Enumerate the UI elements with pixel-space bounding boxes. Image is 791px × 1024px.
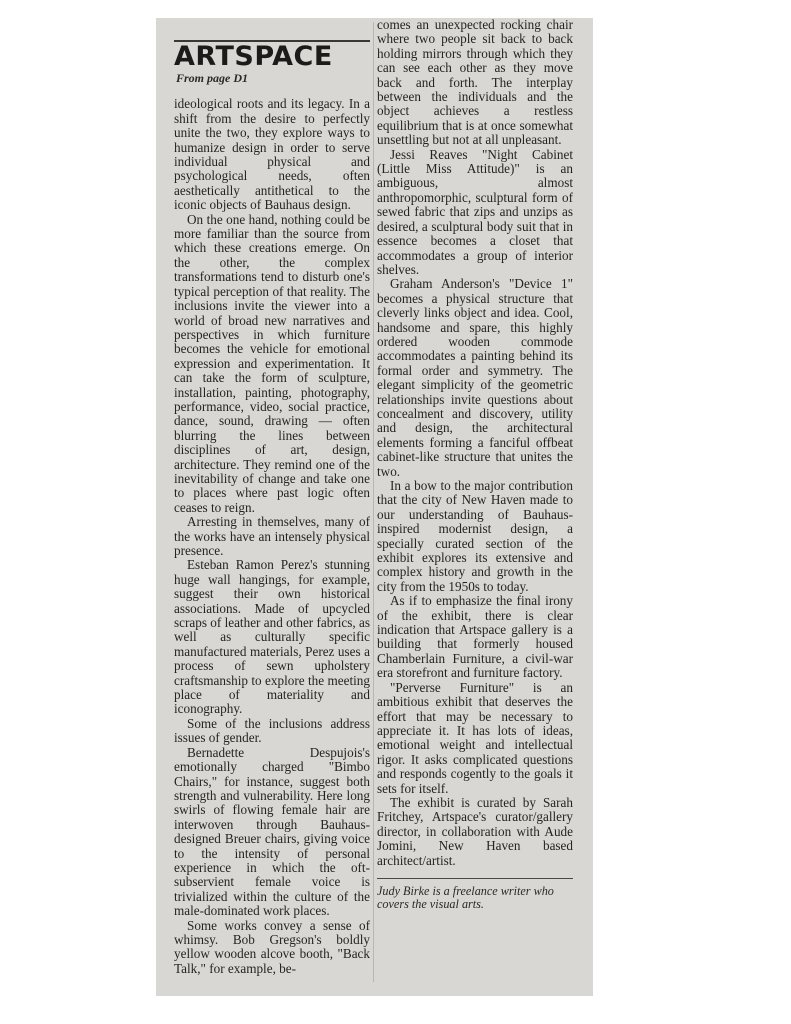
- adjacent-column-bleed-left: [156, 18, 174, 996]
- paragraph: Some works convey a sense of whimsy. Bob Gregson's boldly yellow wooden alcove booth, "Back Talk," for example, be-: [174, 917, 370, 976]
- paragraph: On the one hand, nothing could be more familiar than the source from which these creations emerge. On the other, the complex transformations tend to disturb one's typical perception of that reality. The inclusions invite the viewer into a world of broad new narratives and perspectives in which furniture becomes the vehicle for emotional expression and experimentation. It can take the form of sculpture, installation, painting, photography, performance, video, social practice, dance, sound, drawing — often blurring the lines between disciplines of art, design, architecture. They remind one of the inevitability of change and take one to places where past logic often ceases to reign.: [174, 211, 370, 515]
- paragraph: As if to emphasize the final irony of the exhibit, there is clear indication that Artspace gallery is a building that formerly housed Chamberlain Furniture, a civil-war era storefront and furniture factory.: [377, 593, 573, 681]
- paragraph: In a bow to the major contribution that the city of New Haven made to our understanding of Bauhaus-inspired modernist design, a specially curated section of the exhibit explores its extensive and complex history and growth in the city from the 1950s to today.: [377, 478, 573, 594]
- paragraph: Jessi Reaves "Night Cabinet (Little Miss Attitude)" is an ambiguous, almost anthropomorphic, sculptural form of sewed fabric that zips and unzips as desired, a sculptural body suit that in essence becomes a closet that accommodates a group of interior shelves.: [377, 146, 573, 277]
- paragraph: "Perverse Furniture" is an ambitious exhibit that deserves the effort that may be necessary to appreciate it. It has lots of ideas, emotional weight and intellectual rigor. It asks complicated questions and responds cogently to the goals it sets for itself.: [377, 679, 573, 796]
- author-byline: Judy Birke is a freelance writer who covers the visual arts.: [377, 883, 554, 912]
- paragraph: Some of the inclusions address issues of gender.: [174, 715, 370, 746]
- paragraph: Esteban Ramon Perez's stunning huge wall hangings, for example, suggest their own historical associations. Made of upcycled scraps of leather and other fabrics, as well as culturally specific manufactured materials, Perez uses a process of sewn upholstery craftsmanship to explore the meeting place of materiality and iconography.: [174, 557, 370, 717]
- kicker-heading: ARTSPACE: [174, 40, 370, 71]
- paragraph: Graham Anderson's "Device 1" becomes a physical structure that cleverly links object and idea. Cool, handsome and spare, this highly ordered wooden commode accommodates a painting behind its formal order and symmetry. The elegant simplicity of the geometric relationships invite questions about concealment and discovery, utility and design, the architectural elements forming a fanciful offbeat cabinet-like structure that unites the two.: [377, 276, 573, 479]
- column-1: [174, 18, 370, 996]
- newspaper-clipping: [156, 18, 593, 996]
- byline-divider: [377, 878, 573, 879]
- column-2: [377, 18, 573, 996]
- article: [174, 18, 571, 996]
- paragraph: comes an unexpected rocking chair where two people sit back to back holding mirrors through which they can see each other as they move back and forth. The interplay between the individuals and the object achieves a restless equilibrium that is at once somewhat unsettling but not at all unpleasant.: [377, 18, 573, 148]
- paragraph: The exhibit is curated by Sarah Fritchey, Artspace's curator/gallery director, in collaboration with Aude Jomini, New Haven based architect/artist.: [377, 794, 573, 868]
- jump-line: From page D1: [176, 71, 248, 85]
- paragraph: Arresting in themselves, many of the works have an intensely physical presence.: [174, 514, 370, 558]
- paragraph: ideological roots and its legacy. In a shift from the desire to perfectly unite the two, they explore ways to humanize design in order to serve individual physical and psychological needs, often aesthetically antithetical to the iconic objects of Bauhaus design.: [174, 96, 370, 213]
- paragraph: Bernadette Despujois's emotionally charged "Bimbo Chairs," for instance, suggest both strength and vulnerability. Here long swirls of flowing female hair are interwoven through Bauhaus-designed Breuer chairs, giving voice to the intensity of personal experience in which the oft-subservient female voice is trivialized within the culture of the male-dominated work places.: [174, 744, 370, 919]
- adjacent-column-bleed-right: [571, 18, 593, 996]
- column-divider: [373, 22, 374, 982]
